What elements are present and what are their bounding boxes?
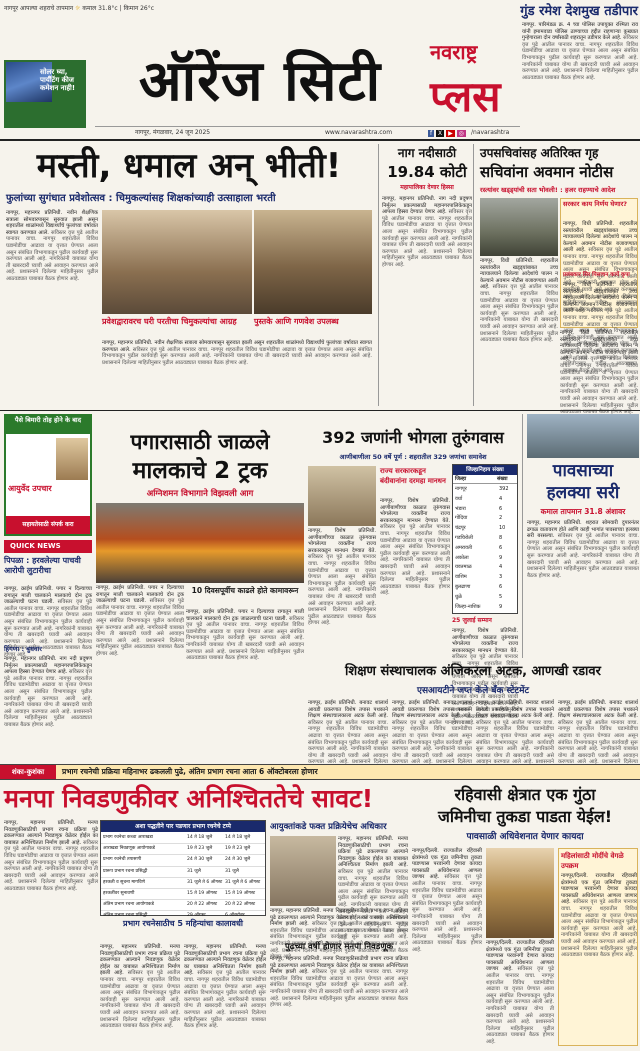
top-right-headline: गुंड रमेश देशमुख तडीपार bbox=[520, 4, 638, 19]
district-table-header bbox=[453, 475, 517, 484]
ad-image bbox=[56, 438, 88, 480]
arrest-body-2: नागपूर, क्राईम प्रतिनिधी. बनावट शालार्थ आयडी प्रकरणात विशेष तपास पथकाने शिक्षण संस्थाचालकाला अटक केली आहे. सविस्तर वृत्त पुढे आतील पानावर वाचा. नागपूर शहरातील विविध घडामोडींचा आढावा या वृत्तात घेण्यात आला असून संबंधित विभागाकडून पुढील कार्यवाही सुरू करण्यात आली आहे. नागरिकांनी याबाबत योग्य ती खबरदारी घ्यावी असे आवाहन करण्यात आले आहे. प्रशासनाने दिलेल्या माहितीनुसार पुढील आठवड्यात याबाबत बैठक होणार आहे. bbox=[392, 700, 472, 762]
land-subhead: पावसाळी अधिवेशनात येणार कायदा bbox=[466, 832, 584, 842]
election-headline: मनपा निवडणुकीवर अनिश्चिततेचे सावट! bbox=[4, 784, 374, 813]
masthead-rule bbox=[0, 139, 640, 141]
tb-body-2: नागपूर, विशेष प्रतिनिधी. आणीबाणीच्या काळात तुरुंगवास भोगलेल्या व्यक्तींना राज्य सरकारकडून मानधन देण्यात येते. सविस्तर वृत्त पुढे आतील पानावर वाचा. नागपूर शहरातील विविध घडामोडींचा आढावा या वृत्तात घेण्यात आला असून संबंधित विभागाकडून पुढील कार्यवाही सुरू करण्यात आली आहे. नागरिकांनी याबाबत योग्य ती खबरदारी घ्यावी असे आवाहन करण्यात आले आहे. प्रशासनाने दिलेल्या माहितीनुसार पुढील आठवड्यात याबाबत बैठक होणार आहे. bbox=[380, 498, 450, 658]
social-icons[interactable] bbox=[428, 128, 468, 138]
table-row: अंतिम प्रभाग रचना प्रसिद्धी 29 ऑगस्ट 6 ऑक्टोबर bbox=[103, 913, 245, 919]
tb-inset-title: राज्य सरकारकडून बंदीवानांना दरमहा मानधन bbox=[380, 467, 446, 485]
lead-headline: मस्ती, धमाल अन् भीती! bbox=[36, 146, 342, 186]
arrest-body-1: नागपूर, क्राईम प्रतिनिधी. बनावट शालार्थ आयडी प्रकरणात विशेष तपास पथकाने शिक्षण संस्थाचालकाला अटक केली आहे. सविस्तर वृत्त पुढे आतील पानावर वाचा. नागपूर शहरातील विविध घडामोडींचा आढावा या वृत्तात घेण्यात आला असून संबंधित विभागाकडून पुढील कार्यवाही सुरू करण्यात आली आहे. नागरिकांनी याबाबत योग्य ती खबरदारी घ्यावी असे आवाहन करण्यात आले आहे. प्रशासनाने दिलेल्या माहितीनुसार पुढील आठवड्यात याबाबत बैठक होणार आहे. bbox=[308, 700, 388, 762]
truck-photo-caption: 10 दिवसपूर्वीच काढले होते कामावरून bbox=[191, 586, 299, 595]
arrest-subhead: एसआयटीने जप्त केले बँक स्टेटमेंट bbox=[416, 686, 529, 696]
ward-table-title: अशा पद्धतीने पार पडणार प्रभाग रचनेचे टप्पे bbox=[101, 821, 265, 832]
table-row: प्रभाग रचनेचा कच्चा आराखडा 14 ते 18 जुलै 14 ते 18 जुलै bbox=[101, 833, 265, 844]
weather-strip: नागपूर आपल्या शहराचे तापमान ☼ कमाल 31.8°c | किमान 26°c bbox=[4, 5, 155, 12]
table-row: प्रारूप प्रभाग रचना प्रसिद्धी 31 जुलै 31 जुलै bbox=[101, 867, 265, 878]
max-temp: कमाल 31.8°c bbox=[82, 5, 118, 12]
land-body-1: नागपूर/दिल्ली. राज्यातील रहिवासी क्षेत्रांमध्ये एक गुंठा जमिनीचा तुकडा पाडण्यास परवानगी देणारा कायदा पावसाळी अधिवेशनात आणला जाणार आहे. सविस्तर वृत्त पुढे आतील पानावर वाचा. नागपूर शहरातील विविध घडामोडींचा आढावा या वृत्तात घेण्यात आला असून संबंधित विभागाकडून पुढील कार्यवाही सुरू करण्यात आली आहे. नागरिकांनी याबाबत योग्य ती खबरदारी घ्यावी असे आवाहन करण्यात आले आहे. प्रशासनाने दिलेल्या माहितीनुसार पुढील आठवड्यात याबाबत बैठक होणार आहे. bbox=[412, 848, 482, 1046]
col-district: जिल्हा bbox=[455, 476, 467, 482]
guest-sidebar-body: नागपूर, विधी प्रतिनिधी. शहरातील रस्त्यांवरील खड्ड्यांबाबत उच्च न्यायालयाने दिलेल्या आदेशांचे पालन न केल्याने अवमान नोटीस बजावण्यात आली आहे. सविस्तर वृत्त पुढे आतील पानावर वाचा. नागपूर शहरातील विविध घडामोडींचा आढावा या वृत्तात घेण्यात आला असून संबंधित विभागाकडून पुढील कार्यवाही सुरू करण्यात आली आहे. नागरिकांनी याबाबत योग्य ती खबरदारी घ्यावी असे आवाहन करण्यात आले आहे. प्रशासनाने दिलेल्या माहितीनुसार पुढील आठवड्यात याबाबत बैठक होणार आहे. bbox=[563, 221, 637, 269]
ad-text: सोलर घ्या, पार्यंटिंग कीज कमेशन नाही! bbox=[40, 68, 76, 92]
land-sidebar-title: महिलांसाठी मोदींचे वेगळे उपक्रम bbox=[561, 852, 624, 870]
tb-body-3: नागपूर, विशेष प्रतिनिधी. आणीबाणीच्या काळात तुरुंगवास भोगलेल्या व्यक्तींना राज्य सरकारकडून मानधन देण्यात येते. सविस्तर वृत्त पुढे आतील पानावर वाचा. नागपूर शहरातील विविध घडामोडींचा आढावा या वृत्तात घेण्यात आला असून संबंधित विभागाकडून पुढील कार्यवाही सुरू करण्यात आली आहे. नागरिकांनी याबाबत योग्य ती खबरदारी घ्यावी असे आवाहन करण्यात आले आहे. प्रशासनाने दिलेल्या माहितीनुसार पुढील आठवड्यात याबाबत बैठक होणार आहे. bbox=[452, 628, 518, 658]
brand-bottom: प्लस bbox=[430, 72, 501, 121]
truck-body-1: नागपूर, क्राईम प्रतिनिधी. पगार न दिल्याच्या रागातून माजी चालकाने मालकाचे दोन ट्रक जाळल्याची घटना घडली. सविस्तर वृत्त पुढे आतील पानावर वाचा. नागपूर शहरातील विविध घडामोडींचा आढावा या वृत्तात घेण्यात आला असून संबंधित विभागाकडून पुढील कार्यवाही सुरू करण्यात आली आहे. नागरिकांनी याबाबत योग्य ती खबरदारी घ्यावी असे आवाहन करण्यात आले आहे. प्रशासनाने दिलेल्या माहितीनुसार पुढील आठवड्यात याबाबत बैठक होणार आहे. bbox=[96, 585, 184, 762]
instagram-icon[interactable]: ◎ bbox=[458, 130, 464, 137]
tb-headline: 392 जणांनी भोगला तुरुंगवास bbox=[322, 428, 504, 447]
district-table-note: 25 जुलाई सम्मान bbox=[452, 617, 492, 624]
commissioner-title: आयुक्तांकडे फक्त प्रक्रियेचेच अधिकार bbox=[270, 822, 387, 832]
ticker-bar bbox=[0, 764, 640, 780]
table-row: धुळे 5 bbox=[455, 593, 503, 600]
district-rows bbox=[453, 485, 517, 613]
election-body-3: नागपूर, महानगर प्रतिनिधी. मनपा निवडणुकीसाठीची प्रभाग रचना प्रक्रिया पुढे ढकलण्यात आल्याने निवडणूक वेळेवर होईल का याबाबत अनिश्चितता निर्माण झाली आहे. सविस्तर वृत्त पुढे आतील पानावर वाचा. नागपूर शहरातील विविध घडामोडींचा आढावा या वृत्तात घेण्यात आला असून संबंधित विभागाकडून पुढील कार्यवाही सुरू करण्यात आली आहे. नागरिकांनी याबाबत योग्य ती खबरदारी घ्यावी असे आवाहन करण्यात आले आहे. प्रशासनाने दिलेल्या माहितीनुसार पुढील आठवड्यात याबाबत बैठक होणार आहे. bbox=[184, 944, 266, 1046]
land-sidebar bbox=[558, 848, 638, 1046]
x-icon[interactable]: X bbox=[438, 130, 443, 137]
table-row: वर्धा 4 bbox=[455, 495, 503, 502]
rain-subhead: कमाल तापमान 31.8 अंशावर bbox=[540, 507, 626, 516]
district-table-title: जिल्हानिहाय संख्या bbox=[453, 465, 517, 475]
facebook-icon[interactable]: f bbox=[430, 130, 433, 137]
guest-headline-line1: उपसचिवांसह अतिरिक्त गृह bbox=[480, 146, 599, 160]
website[interactable]: www.navarashtra.com bbox=[325, 129, 393, 136]
arrest-headline: शिक्षण संस्थाचालक अंजिकरला अटक, आणखी रडावर bbox=[345, 664, 601, 679]
arrest-body-3: नागपूर, क्राईम प्रतिनिधी. बनावट शालार्थ आयडी प्रकरणात विशेष तपास पथकाने शिक्षण संस्थाचालकाला अटक केली आहे. सविस्तर वृत्त पुढे आतील पानावर वाचा. नागपूर शहरातील विविध घडामोडींचा आढावा या वृत्तात घेण्यात आला असून संबंधित विभागाकडून पुढील कार्यवाही सुरू करण्यात आली आहे. नागरिकांनी याबाबत योग्य ती खबरदारी घ्यावी असे आवाहन करण्यात आले आहे. प्रशासनाने दिलेल्या माहितीनुसार पुढील आठवड्यात याबाबत बैठक होणार आहे. bbox=[476, 700, 554, 762]
lead-subhead: फुलांच्या सुगंधात प्रवेशोत्सव : चिमुकल्यांसह शिक्षकांच्याही उत्साहाला भरती bbox=[6, 193, 276, 204]
rain-headline-line2: हलक्या सरी bbox=[546, 483, 620, 503]
table-row: हरकती व सूचना मागविणे 31 जुलै ते 6 ऑगस्ट 31 जुलै ते 6 ऑगस्ट bbox=[101, 878, 265, 889]
table-row: नागपूर 392 bbox=[455, 486, 509, 492]
youtube-icon[interactable]: ▶ bbox=[448, 130, 453, 137]
land-photo bbox=[486, 848, 554, 938]
guest-body-2: नागपूर, विधी प्रतिनिधी. शहरातील रस्त्यांवरील खड्ड्यांबाबत उच्च न्यायालयाने दिलेल्या आदेशांचे पालन न केल्याने अवमान नोटीस बजावण्यात आली आहे. सविस्तर वृत्त पुढे आतील पानावर वाचा. नागपूर शहरातील विविध घडामोडींचा आढावा या वृत्तात घेण्यात आला असून संबंधित विभागाकडून पुढील कार्यवाही सुरू करण्यात आली आहे. नागरिकांनी याबाबत योग्य ती खबरदारी घ्यावी असे आवाहन करण्यात आले आहे. प्रशासनाने दिलेल्या माहितीनुसार पुढील आठवड्यात याबाबत बैठक होणार आहे. bbox=[560, 330, 638, 408]
election-body-1: नागपूर, महानगर प्रतिनिधी. मनपा निवडणुकीसाठीची प्रभाग रचना प्रक्रिया पुढे ढकलण्यात आल्याने निवडणूक वेळेवर होईल का याबाबत अनिश्चितता निर्माण झाली आहे. सविस्तर वृत्त पुढे आतील पानावर वाचा. नागपूर शहरातील विविध घडामोडींचा आढावा या वृत्तात घेण्यात आला असून संबंधित विभागाकडून पुढील कार्यवाही सुरू करण्यात आली आहे. नागरिकांनी याबाबत योग्य ती खबरदारी घ्यावी असे आवाहन करण्यात आले आहे. प्रशासनाने दिलेल्या माहितीनुसार पुढील आठवड्यात याबाबत बैठक होणार आहे. bbox=[4, 820, 98, 1046]
quick-news-headline: पिपळा : हरवलेल्या पाचवी आरोपी लुटारीचा bbox=[4, 556, 81, 575]
guest-sidebar-body-2: नागपूर, विधी प्रतिनिधी. शहरातील रस्त्यांवरील खड्ड्यांबाबत उच्च न्यायालयाने दिलेल्या आदेशांचे पालन न केल्याने अवमान नोटीस बजावण्यात आली आहे. सविस्तर वृत्त पुढे आतील पानावर वाचा. नागपूर शहरातील विविध घडामोडींचा आढावा या वृत्तात घेण्यात आला असून संबंधित विभागाकडून पुढील कार्यवाही सुरू करण्यात आली आहे. नागरिकांनी याबाबत योग्य ती खबरदारी घ्यावी असे आवाहन करण्यात आले आहे. प्रशासनाने दिलेल्या माहितीनुसार पुढील आठवड्यात याबाबत बैठक होणार आहे. bbox=[563, 282, 637, 327]
ticker-label: शंका-कुशंका bbox=[0, 765, 56, 779]
quick-news-text: QUICK NEWS bbox=[10, 542, 61, 550]
land-headline-line1: रहिवासी क्षेत्रात एक गुंठा bbox=[454, 785, 596, 804]
ward-table bbox=[100, 820, 266, 919]
lead-body: नागपूर, महानगर प्रतिनिधी. नवीन शैक्षणिक सत्राला सोमवारपासून सुरुवात झाली असून शहरातील शाळांमध्ये विद्यार्थ्यांचे फुलांच्या वर्षावात स्वागत करण्यात आले. सविस्तर वृत्त पुढे आतील पानावर वाचा. नागपूर शहरातील विविध घडामोडींचा आढावा या वृत्तात घेण्यात आला असून संबंधित विभागाकडून पुढील कार्यवाही सुरू करण्यात आली आहे. नागरिकांनी याबाबत योग्य ती खबरदारी घ्यावी असे आवाहन करण्यात आले आहे. प्रशासनाने दिलेल्या माहितीनुसार पुढील आठवड्यात याबाबत बैठक होणार आहे. bbox=[6, 210, 98, 408]
min-temp: किमान 26°c bbox=[123, 5, 155, 12]
ad-line-1: पैसे बिमारी तोह होने के बाद bbox=[6, 416, 90, 434]
table-row: आराखडा निवडणूक आयोगाकडे 19 ते 23 जुलै 19 ते 23 जुलै bbox=[101, 844, 265, 855]
rain-body: नागपूर, महानगर प्रतिनिधी. शहरात सोमवारी दुपारनंतर ढगाळ वातावरण होते आणि काही भागांत पावसाच्या हलक्या सरी बरसल्या. सविस्तर वृत्त पुढे आतील पानावर वाचा. नागपूर शहरातील विविध घडामोडींचा आढावा या वृत्तात घेण्यात आला असून संबंधित विभागाकडून पुढील कार्यवाही सुरू करण्यात आली आहे. नागरिकांनी याबाबत योग्य ती खबरदारी घ्यावी असे आवाहन करण्यात आले आहे. प्रशासनाने दिलेल्या माहितीनुसार पुढील आठवड्यात याबाबत बैठक होणार आहे. bbox=[527, 520, 639, 656]
nag-body: नागपूर, महानगर प्रतिनिधी. नाग नदी प्रदूषण निर्मूलन प्रकल्पासाठी महानगरपालिकेकडून आपला हिस्सा देण्यात येणार आहे. सविस्तर वृत्त पुढे आतील पानावर वाचा. नागपूर शहरातील विविध घडामोडींचा आढावा या वृत्तात घेण्यात आला असून संबंधित विभागाकडून पुढील कार्यवाही सुरू करण्यात आली आहे. नागरिकांनी याबाबत योग्य ती खबरदारी घ्यावी असे आवाहन करण्यात आले आहे. प्रशासनाने दिलेल्या माहितीनुसार पुढील आठवड्यात याबाबत बैठक होणार आहे. bbox=[382, 196, 472, 404]
ayurveda-ad[interactable] bbox=[4, 414, 92, 536]
table-row: जिल्हा-नाशिक 9 bbox=[455, 603, 503, 610]
truck-headline-line1: पगारासाठी जाळले bbox=[130, 430, 270, 454]
social-handle[interactable]: /navarashtra bbox=[471, 129, 510, 136]
guest-sidebar bbox=[560, 198, 638, 328]
table-row: भंडारा 6 bbox=[455, 505, 503, 512]
quick-news-body: नागपूर, क्राईम प्रतिनिधी. पगार न दिल्याच्या रागातून माजी चालकाने मालकाचे दोन ट्रक जाळल्याची घटना घडली. सविस्तर वृत्त पुढे आतील पानावर वाचा. नागपूर शहरातील विविध घडामोडींचा आढावा या वृत्तात घेण्यात आला असून संबंधित विभागाकडून पुढील कार्यवाही सुरू करण्यात आली आहे. नागरिकांनी याबाबत योग्य ती खबरदारी घ्यावी असे आवाहन करण्यात आले आहे. प्रशासनाने दिलेल्या माहितीनुसार पुढील आठवड्यात याबाबत बैठक होणार आहे. bbox=[4, 586, 92, 642]
truck-headline-line2: मालकाचे 2 ट्रक bbox=[132, 458, 268, 484]
top-right-body: नागपूर. पारिमंडळ क्र. 4 च्या पोलिस उपायुक्त रश्मिता राव यांनी इमामवाडा पोलिस ठाण्याच्या हद्दीत राहणाऱ्या कुख्यात गुन्हेगाराला दोन वर्षांसाठी शहरातून तडीपार केले आहे. सविस्तर वृत्त पुढे आतील पानावर वाचा. नागपूर शहरातील विविध घडामोडींचा आढावा या वृत्तात घेण्यात आला असून संबंधित विभागाकडून पुढील कार्यवाही सुरू करण्यात आली आहे. नागरिकांनी याबाबत योग्य ती खबरदारी घ्यावी असे आवाहन करण्यात आले आहे. प्रशासनाने दिलेल्या माहितीनुसार पुढील आठवड्यात याबाबत बैठक होणार आहे. bbox=[522, 22, 638, 136]
commissioner-photo bbox=[270, 836, 336, 906]
lead-photo-1-caption: प्रवेशद्वारावरच घरी परतीचा चिमुकल्यांचा आग्रह bbox=[102, 317, 237, 326]
date: नागपूर, मंगळवार, 24 जून 2025 bbox=[135, 129, 211, 136]
tb-photo bbox=[308, 466, 376, 526]
weather-label: नागपूर आपल्या शहराचे तापमान bbox=[4, 5, 74, 12]
section-rule-1 bbox=[0, 410, 640, 411]
ticker-text: प्रभाग रचनेची प्रक्रिया महिनाभर ढकलली पुढे, अंतिम प्रभाग रचना आता 6 ऑक्टोबरला होणार bbox=[62, 767, 318, 776]
rain-top-photo bbox=[527, 414, 639, 458]
election-body-4: नागपूर, महानगर प्रतिनिधी. मनपा निवडणुकीसाठीची प्रभाग रचना प्रक्रिया पुढे ढकलण्यात आल्याने निवडणूक वेळेवर होईल का याबाबत अनिश्चितता निर्माण झाली आहे. सविस्तर वृत्त पुढे आतील पानावर वाचा. नागपूर शहरातील विविध घडामोडींचा आढावा या वृत्तात घेण्यात आला असून संबंधित विभागाकडून पुढील कार्यवाही सुरू करण्यात आली आहे. नागरिकांनी याबाबत योग्य ती खबरदारी घ्यावी असे आवाहन करण्यात आले आहे. प्रशासनाने दिलेल्या माहितीनुसार पुढील आठवड्यात याबाबत बैठक होणार आहे. bbox=[270, 908, 408, 938]
col-count: संख्या bbox=[497, 476, 508, 482]
quick-news-item-2: हिंगणा : बुधवार bbox=[4, 645, 42, 653]
sun-icon: ☼ bbox=[75, 5, 81, 12]
solar-ad[interactable] bbox=[4, 60, 86, 128]
guest-photo bbox=[480, 198, 558, 256]
election-callout: प्रभाग रचनेसाठीच 5 महिन्यांचा कालावधी bbox=[122, 919, 243, 928]
table-row: अंतिम प्रभाग रचना आयोगाकडे 20 ते 22 ऑगस्ट 20 ते 22 ऑगस्ट bbox=[101, 900, 265, 911]
table-row: चंद्रपूर 10 bbox=[455, 525, 506, 532]
table-row: बुलढाणा 6 bbox=[455, 583, 503, 590]
land-body-2: नागपूर/दिल्ली. राज्यातील रहिवासी क्षेत्रांमध्ये एक गुंठा जमिनीचा तुकडा पाडण्यास परवानगी देणारा कायदा पावसाळी अधिवेशनात आणला जाणार आहे. सविस्तर वृत्त पुढे आतील पानावर वाचा. नागपूर शहरातील विविध घडामोडींचा आढावा या वृत्तात घेण्यात आला असून संबंधित विभागाकडून पुढील कार्यवाही सुरू करण्यात आली आहे. नागरिकांनी याबाबत योग्य ती खबरदारी घ्यावी असे आवाहन करण्यात आले आहे. प्रशासनाने दिलेल्या माहितीनुसार पुढील आठवड्यात याबाबत बैठक होणार आहे. bbox=[486, 940, 554, 1046]
arrest-body-4: नागपूर, क्राईम प्रतिनिधी. बनावट शालार्थ आयडी प्रकरणात विशेष तपास पथकाने शिक्षण संस्थाचालकाला अटक केली आहे. सविस्तर वृत्त पुढे आतील पानावर वाचा. नागपूर शहरातील विविध घडामोडींचा आढावा या वृत्तात घेण्यात आला असून संबंधित विभागाकडून पुढील कार्यवाही सुरू करण्यात आली आहे. नागरिकांनी याबाबत योग्य ती खबरदारी घ्यावी असे आवाहन करण्यात आले आहे. प्रशासनाने दिलेल्या माहितीनुसार पुढील आठवड्यात याबाबत बैठक होणार आहे. bbox=[558, 700, 638, 762]
truck-body-2: नागपूर, क्राईम प्रतिनिधी. पगार न दिल्याच्या रागातून माजी चालकाने मालकाचे दोन ट्रक जाळल्याची घटना घडली. सविस्तर वृत्त पुढे आतील पानावर वाचा. नागपूर शहरातील विविध घडामोडींचा आढावा या वृत्तात घेण्यात आला असून संबंधित विभागाकडून पुढील कार्यवाही सुरू करण्यात आली आहे. नागरिकांनी याबाबत योग्य ती खबरदारी घ्यावी असे आवाहन करण्यात आले आहे. प्रशासनाने दिलेल्या माहितीनुसार पुढील आठवड्यात याबाबत बैठक होणार आहे. bbox=[186, 609, 304, 762]
commissioner-body: नागपूर, महानगर प्रतिनिधी. मनपा निवडणुकीसाठीची प्रभाग रचना प्रक्रिया पुढे ढकलण्यात आल्याने निवडणूक वेळेवर होईल का याबाबत अनिश्चितता निर्माण झाली आहे. सविस्तर वृत्त पुढे आतील पानावर वाचा. नागपूर शहरातील विविध घडामोडींचा आढावा या वृत्तात घेण्यात आला असून संबंधित विभागाकडून पुढील कार्यवाही सुरू करण्यात आली आहे. नागरिकांनी याबाबत योग्य ती खबरदारी घ्यावी असे आवाहन करण्यात आले आहे. प्रशासनाने दिलेल्या माहितीनुसार पुढील आठवड्यात याबाबत बैठक होणार आहे. bbox=[338, 836, 408, 906]
table-row: वाशिम 3 bbox=[455, 574, 503, 581]
ward-table-rows bbox=[101, 833, 265, 919]
guest-headline-line2: सचिवांना अवमान नोटीस bbox=[480, 163, 614, 181]
quick-news-label bbox=[4, 540, 92, 553]
lead-photo-2 bbox=[254, 210, 372, 314]
rain-story-box bbox=[522, 414, 638, 658]
lead-body-2: नागपूर, महानगर प्रतिनिधी. नवीन शैक्षणिक सत्राला सोमवारपासून सुरुवात झाली असून शहरातील शाळांमध्ये विद्यार्थ्यांचे फुलांच्या वर्षावात स्वागत करण्यात आले. सविस्तर वृत्त पुढे आतील पानावर वाचा. नागपूर शहरातील विविध घडामोडींचा आढावा या वृत्तात घेण्यात आला असून संबंधित विभागाकडून पुढील कार्यवाही सुरू करण्यात आली आहे. नागरिकांनी याबाबत योग्य ती खबरदारी घ्यावी असे आवाहन करण्यात आले आहे. प्रशासनाने दिलेल्या माहितीनुसार पुढील आठवड्यात याबाबत बैठक होणार आहे. bbox=[102, 340, 372, 408]
election-bottom-headline: पुढच्या वर्षी होणार मनपा निवडणूक bbox=[284, 942, 394, 952]
ad-line-2: आयुर्वेद उपचार bbox=[8, 484, 52, 493]
table-row: यवतमाळ 4 bbox=[455, 564, 503, 571]
tb-subhead: आणीबाणीला 50 वर्षे पूर्ण : शहरातील 329 जणांचा समावेश bbox=[339, 453, 487, 461]
table-row: हरकतींवर सुनावणी 15 ते 19 ऑगस्ट 15 ते 19 ऑगस्ट bbox=[101, 889, 265, 900]
truck-photo bbox=[96, 503, 304, 583]
table-row: अकोला 9 bbox=[455, 554, 503, 561]
truck-subhead: अग्निशमन विभागाने विझवली आग bbox=[146, 489, 254, 499]
rain-headline-line1: पावसाच्या bbox=[552, 461, 614, 481]
quick-news-body-2: नागपूर, महानगर प्रतिनिधी. नाग नदी प्रदूषण निर्मूलन प्रकल्पासाठी महानगरपालिकेकडून आपला हिस्सा देण्यात येणार आहे. सविस्तर वृत्त पुढे आतील पानावर वाचा. नागपूर शहरातील विविध घडामोडींचा आढावा या वृत्तात घेण्यात आला असून संबंधित विभागाकडून पुढील कार्यवाही सुरू करण्यात आली आहे. नागरिकांनी याबाबत योग्य ती खबरदारी घ्यावी असे आवाहन करण्यात आले आहे. प्रशासनाने दिलेल्या माहितीनुसार पुढील आठवड्यात याबाबत बैठक होणार आहे. bbox=[4, 656, 92, 762]
ad-line-3: सहायतेसाठी संपर्क करा bbox=[6, 516, 90, 534]
nag-story-box bbox=[378, 144, 474, 406]
district-table bbox=[452, 464, 518, 614]
land-sidebar-body: नागपूर/दिल्ली. राज्यातील रहिवासी क्षेत्रांमध्ये एक गुंठा जमिनीचा तुकडा पाडण्यास परवानगी देणारा कायदा पावसाळी अधिवेशनात आणला जाणार आहे. सविस्तर वृत्त पुढे आतील पानावर वाचा. नागपूर शहरातील विविध घडामोडींचा आढावा या वृत्तात घेण्यात आला असून संबंधित विभागाकडून पुढील कार्यवाही सुरू करण्यात आली आहे. नागरिकांनी याबाबत योग्य ती खबरदारी घ्यावी असे आवाहन करण्यात आले आहे. प्रशासनाने दिलेल्या माहितीनुसार पुढील आठवड्यात याबाबत बैठक होणार आहे. bbox=[561, 873, 637, 1045]
election-body-2: नागपूर, महानगर प्रतिनिधी. मनपा निवडणुकीसाठीची प्रभाग रचना प्रक्रिया पुढे ढकलण्यात आल्याने निवडणूक वेळेवर होईल का याबाबत अनिश्चितता निर्माण झाली आहे. सविस्तर वृत्त पुढे आतील पानावर वाचा. नागपूर शहरातील विविध घडामोडींचा आढावा या वृत्तात घेण्यात आला असून संबंधित विभागाकडून पुढील कार्यवाही सुरू करण्यात आली आहे. नागरिकांनी याबाबत योग्य ती खबरदारी घ्यावी असे आवाहन करण्यात आले आहे. प्रशासनाने दिलेल्या माहितीनुसार पुढील आठवड्यात याबाबत बैठक होणार आहे. bbox=[100, 944, 180, 1046]
nag-subhead: महापालिका देणार हिस्सा bbox=[400, 184, 454, 191]
table-row: अमरावती 6 bbox=[455, 544, 503, 551]
table-row: गडचिरोली 8 bbox=[455, 534, 503, 541]
nag-headline-line2: 19.84 कोटी bbox=[387, 163, 467, 181]
lead-photo-1 bbox=[102, 210, 252, 314]
date-bar bbox=[95, 126, 520, 138]
lead-photo-2-caption: पुस्तके आणि गणवेश उपलब्ध bbox=[254, 317, 339, 326]
nag-headline-line1: नाग नदीसाठी bbox=[397, 146, 457, 160]
land-headline-line2: जमिनीचा तुकडा पाडता येईल! bbox=[437, 807, 613, 826]
guest-sidebar-title-2: प्रलंबकार सिर पिसाचन कार्ये कृपा bbox=[563, 272, 630, 278]
brand-top: नवराष्ट्र bbox=[430, 40, 478, 64]
guest-sidebar-title: सरकार काय निर्णय घेणार? bbox=[563, 200, 628, 208]
guest-body: नागपूर, विधी प्रतिनिधी. शहरातील रस्त्यांवरील खड्ड्यांबाबत उच्च न्यायालयाने दिलेल्या आदेशांचे पालन न केल्याने अवमान नोटीस बजावण्यात आली आहे. सविस्तर वृत्त पुढे आतील पानावर वाचा. नागपूर शहरातील विविध घडामोडींचा आढावा या वृत्तात घेण्यात आला असून संबंधित विभागाकडून पुढील कार्यवाही सुरू करण्यात आली आहे. नागरिकांनी याबाबत योग्य ती खबरदारी घ्यावी असे आवाहन करण्यात आले आहे. प्रशासनाने दिलेल्या माहितीनुसार पुढील आठवड्यात याबाबत बैठक होणार आहे. bbox=[480, 258, 558, 408]
tb-body-1: नागपूर, विशेष प्रतिनिधी. आणीबाणीच्या काळात तुरुंगवास भोगलेल्या व्यक्तींना राज्य सरकारकडून मानधन देण्यात येते. सविस्तर वृत्त पुढे आतील पानावर वाचा. नागपूर शहरातील विविध घडामोडींचा आढावा या वृत्तात घेण्यात आला असून संबंधित विभागाकडून पुढील कार्यवाही सुरू करण्यात आली आहे. नागरिकांनी याबाबत योग्य ती खबरदारी घ्यावी असे आवाहन करण्यात आले आहे. प्रशासनाने दिलेल्या माहितीनुसार पुढील आठवड्यात याबाबत बैठक होणार आहे. bbox=[308, 528, 376, 658]
guest-subhead: रस्त्यांवर खड्ड्यांची सता भोवली! : हजर राहण्याचे आदेश bbox=[480, 186, 616, 194]
masthead-title: ऑरेंज सिटी bbox=[138, 49, 382, 114]
table-row: प्रभाग रचनेची तपासणी 24 ते 30 जुलै 24 ते 30 जुलै bbox=[101, 855, 265, 866]
table-row: गोंदिया 2 bbox=[455, 515, 503, 522]
election-body-5: नागपूर, महानगर प्रतिनिधी. मनपा निवडणुकीसाठीची प्रभाग रचना प्रक्रिया पुढे ढकलण्यात आल्याने निवडणूक वेळेवर होईल का याबाबत अनिश्चितता निर्माण झाली आहे. सविस्तर वृत्त पुढे आतील पानावर वाचा. नागपूर शहरातील विविध घडामोडींचा आढावा या वृत्तात घेण्यात आला असून संबंधित विभागाकडून पुढील कार्यवाही सुरू करण्यात आली आहे. नागरिकांनी याबाबत योग्य ती खबरदारी घ्यावी असे आवाहन करण्यात आले आहे. प्रशासनाने दिलेल्या माहितीनुसार पुढील आठवड्यात याबाबत बैठक होणार आहे. bbox=[270, 956, 408, 1046]
